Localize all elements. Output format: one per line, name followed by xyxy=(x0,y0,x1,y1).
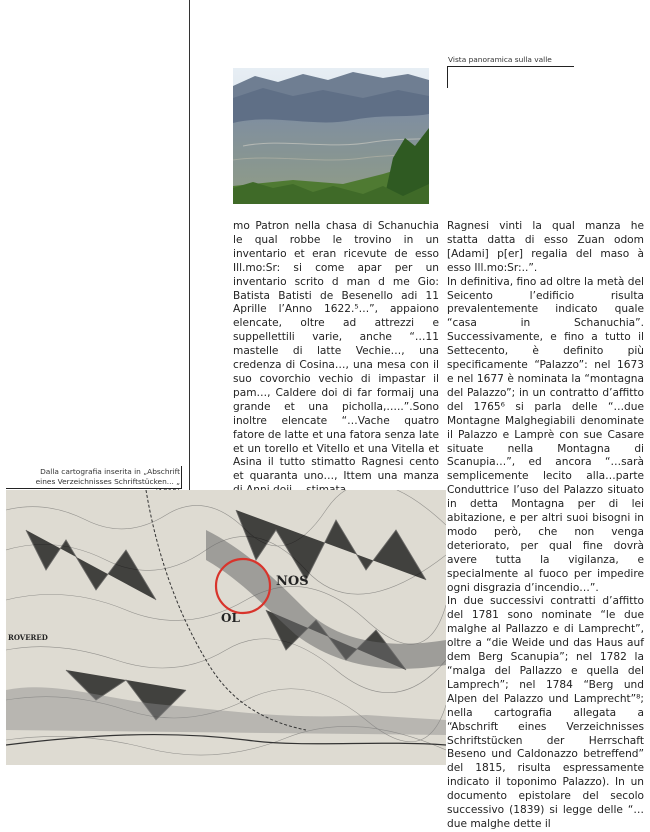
map-caption: Dalla cartografia inserita in „Abschrift eines Verzeichnisses Schriftstücken... „ xyxy=(35,467,180,486)
body-text-right-column xyxy=(447,220,644,832)
map-caption-tick xyxy=(181,466,182,488)
paragraph-right-3: In due successivi contratti d’affitto del 1781 sono nominate “le due malghe al Pallazzo e di Lamprecht”, oltre a “die Weide und das Haus auf dem Berg Scanupia”; nel 1782 la “malga del Pallazzo e quella del Lamprech”; nel 1784 “Berg und Alpen del Palazzo und Lamprecht”⁸; nella cartografia allegata a “Abschrift eines Verzeichnisses Schriftstücken der Herrschaft Beseno und Caldonazzo betreffend” del 1815, risulta espressamente indicato il toponimo Palazzo). In un documento epistolare del secolo successivo (1839) si legge delle “…due malghe dette il xyxy=(447,595,644,830)
map-label-3: OL xyxy=(221,611,240,625)
paragraph-right-1: Ragnesi vinti la qual manza he statta datta di esso Zuan odom [Adami] p[er] regalia del maso à esso Ill.mo:Sr:..”. xyxy=(447,220,644,274)
map-caption-rule xyxy=(6,488,182,489)
historical-map-image xyxy=(6,490,446,765)
map-label-1: ROVERED xyxy=(8,633,48,642)
paragraph-left: mo Patron nella chasa di Schanuchia le qual robbe le trovino in un inventario et eran ricevute de esso Ill.mo:Sr: si come apar per un inventario scrito d man d me Gio: Batista Batisti de Besenello adi 11 Aprille l’Anno 1622.⁵…”, appaiono elencate, oltre ad attrezzi e suppellettili varie, anche “…11 mastelle di latte Vechie…, una credenza di Cosina…, una mesa con il suo covorchio vechio di impastar il pam…, Caldere doi di far formaij una grande et una picholla,…..”.Sono inoltre elencate “…Vache quatro fatore de latte et una fatora senza late et un torello et Vitello et una Vitella et Asina il tutto stimatto Ragnesi cento et quaranta uno…, Ittem una manza xyxy=(233,220,439,483)
valley-panorama-photo xyxy=(233,68,429,204)
map-label-2: NOS xyxy=(276,574,309,589)
paragraph-right-2: In definitiva, fino ad oltre la metà del Seicento l’edificio risulta prevalentemente indicato quale “casa in Schanuchia”. Successivamente, e fino a tutto il Settecento, è definito più specificamente “Palazzo”: nel 1673 e nel 1677 è nominata la “montagna del Palazzo”; in un contratto d’affitto del 1765⁶ si parla delle “…due Montagne Malghegiabili denominate il Palazzo e Lamprè con sue Casare situate nella Montagna di Scanupia…”, ed ancora “…sarà semplicemente lecito alla…parte Conduttrice l’uso del Palazzo situato in detta Montagna per di lei abitazione, e per altri suoi bisogni in modo però, che non venga deteriorato, per qual fine dovrà avere tutta la vigilanza, e specialmente al fuoco per impedire ogni disgrazia d’incendio…”. xyxy=(447,275,644,594)
body-text-left-column xyxy=(233,220,439,498)
photo-caption-rule xyxy=(447,66,574,67)
photo-caption-tick xyxy=(447,66,448,88)
photo-caption: Vista panoramica sulla valle xyxy=(448,55,552,64)
